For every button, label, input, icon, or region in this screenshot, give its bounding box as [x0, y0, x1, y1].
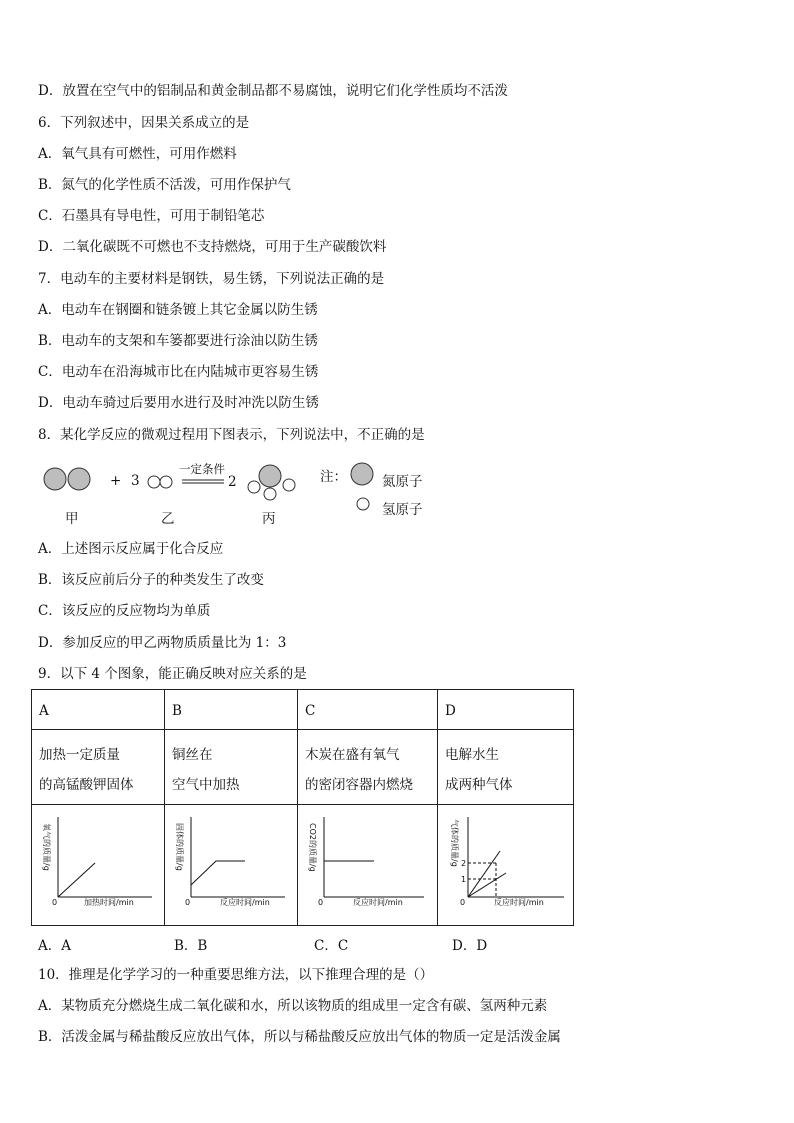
hydrogen-atom [148, 476, 160, 488]
q7-option-d: D．电动车骑过后要用水进行及时冲洗以防生锈 [38, 395, 319, 411]
reaction-diagram-svg [30, 455, 490, 535]
x-axis-label: 反应时间/min [494, 898, 544, 907]
q9-graph-b [165, 805, 298, 926]
q9-header-c: C [298, 690, 438, 730]
coef-bing: 2 [228, 474, 237, 490]
q9-header-a: A [32, 690, 165, 730]
origin-label: 0 [52, 898, 58, 907]
label-bing: 丙 [262, 511, 276, 527]
q9-table [31, 689, 574, 926]
q8-option-a: A．上述图示反应属于化合反应 [38, 541, 224, 557]
q6-option-a: A．氧气具有可燃性，可用作燃料 [38, 146, 237, 162]
q6-option-b: B．氮气的化学性质不活泼，可用作保护气 [38, 177, 291, 193]
y-axis-label: 氧气的质量/g [42, 823, 51, 871]
nitrogen-atom [259, 465, 281, 487]
q9-options [38, 934, 558, 952]
hydrogen-atom [283, 479, 295, 491]
q7-stem: 7．电动车的主要材料是钢铁，易生锈，下列说法正确的是 [38, 271, 385, 287]
graph-b-svg [165, 805, 298, 925]
q9-desc-c: 木炭在盛有氧气 的密闭容器内燃烧 [298, 730, 438, 805]
q9-stem: 9．以下 4 个图象，能正确反映对应关系的是 [38, 666, 307, 682]
reaction-condition: 一定条件 [179, 462, 225, 476]
q9-desc-a: 加热一定质量 的高锰酸钾固体 [32, 730, 165, 805]
graph-c-svg [298, 805, 438, 925]
q6-option-c: C．石墨具有导电性，可用于制铅笔芯 [38, 208, 265, 224]
x-axis-label: 反应时间/min [220, 898, 270, 907]
q7-option-b: B．电动车的支架和车篓都要进行涂油以防生锈 [38, 333, 318, 349]
q8-stem: 8．某化学反应的微观过程用下图表示，下列说法中，不正确的是 [38, 427, 425, 443]
q9-option-c: C．C [314, 938, 349, 954]
origin-label: 0 [185, 898, 191, 907]
hydrogen-atom [248, 481, 260, 493]
series-line-oxygen [468, 873, 506, 897]
q10-option-b: B．活泼金属与稀盐酸反应放出气体，所以与稀盐酸反应放出气体的物质一定是活泼金属 [38, 1029, 561, 1045]
series-line [58, 863, 95, 897]
q9-graph-c [298, 805, 438, 926]
reaction-diagram [30, 455, 490, 535]
coef-yi: 3 [131, 473, 140, 489]
tick-1: 1 [461, 875, 467, 884]
q7-option-c: C．电动车在沿海城市比在内陆城市更容易生锈 [38, 364, 319, 380]
q8-option-c: C．该反应的反应物均为单质 [38, 603, 211, 619]
q9-graph-d [438, 805, 574, 926]
q7-option-a: A．电动车在钢圈和链条镀上其它金属以防生锈 [38, 302, 318, 318]
q10-option-a: A．某物质充分燃烧生成二氧化碳和水，所以该物质的组成里一定含有碳、氢两种元素 [38, 998, 548, 1014]
q9-graph-a [32, 805, 165, 926]
q9-description-row [32, 730, 574, 805]
nitrogen-atom [44, 468, 66, 490]
q9-option-a: A．A [38, 938, 71, 954]
graph-a-svg [32, 805, 165, 925]
q6-option-d: D．二氧化碳既不可燃也不支持燃烧，可用于生产碳酸饮料 [38, 239, 387, 255]
series-line [191, 861, 245, 885]
origin-label: 0 [318, 898, 324, 907]
y-axis-label: 气体的质量/g [450, 819, 459, 867]
q8-option-d: D．参加反应的甲乙两物质质量比为 1：3 [38, 635, 287, 651]
x-axis-label: 反应时间/min [353, 898, 403, 907]
q9-option-b: B．B [174, 938, 208, 954]
y-axis-label: CO2的质量/g [308, 823, 317, 872]
nitrogen-atom [68, 468, 90, 490]
origin-label: 0 [460, 898, 466, 907]
q5-option-d: D．放置在空气中的铝制品和黄金制品都不易腐蚀，说明它们化学性质均不活泼 [38, 83, 508, 99]
tick-2: 2 [461, 859, 467, 868]
label-yi: 乙 [161, 511, 175, 527]
legend-note: 注： [320, 469, 347, 485]
x-axis-label: 加热时间/min [84, 898, 134, 907]
legend-nitrogen-icon [351, 463, 373, 485]
q9-header-row [32, 690, 574, 730]
graph-d-svg [438, 805, 574, 925]
q6-stem: 6．下列叙述中，因果关系成立的是 [38, 115, 250, 131]
legend-nitrogen-label: 氮原子 [382, 474, 423, 490]
q10-stem: 10．推理是化学学习的一种重要思维方法，以下推理合理的是（） [38, 967, 434, 983]
legend-hydrogen-label: 氢原子 [382, 502, 423, 518]
q9-header-d: D [438, 690, 574, 730]
y-axis-label: 固体的质量/g [175, 823, 184, 871]
series-line-hydrogen [468, 851, 500, 897]
hydrogen-atom [160, 476, 172, 488]
q8-option-b: B．该反应前后分子的种类发生了改变 [38, 572, 264, 588]
legend-hydrogen-icon [357, 498, 369, 510]
q9-option-d: D．D [452, 938, 488, 954]
label-jia: 甲 [65, 511, 79, 527]
q9-desc-d: 电解水生 成两种气体 [438, 730, 574, 805]
plus-sign: + [110, 473, 122, 489]
q9-graph-row [32, 805, 574, 926]
hydrogen-atom [264, 488, 276, 500]
q9-header-b: B [165, 690, 298, 730]
q9-desc-b: 铜丝在 空气中加热 [165, 730, 298, 805]
